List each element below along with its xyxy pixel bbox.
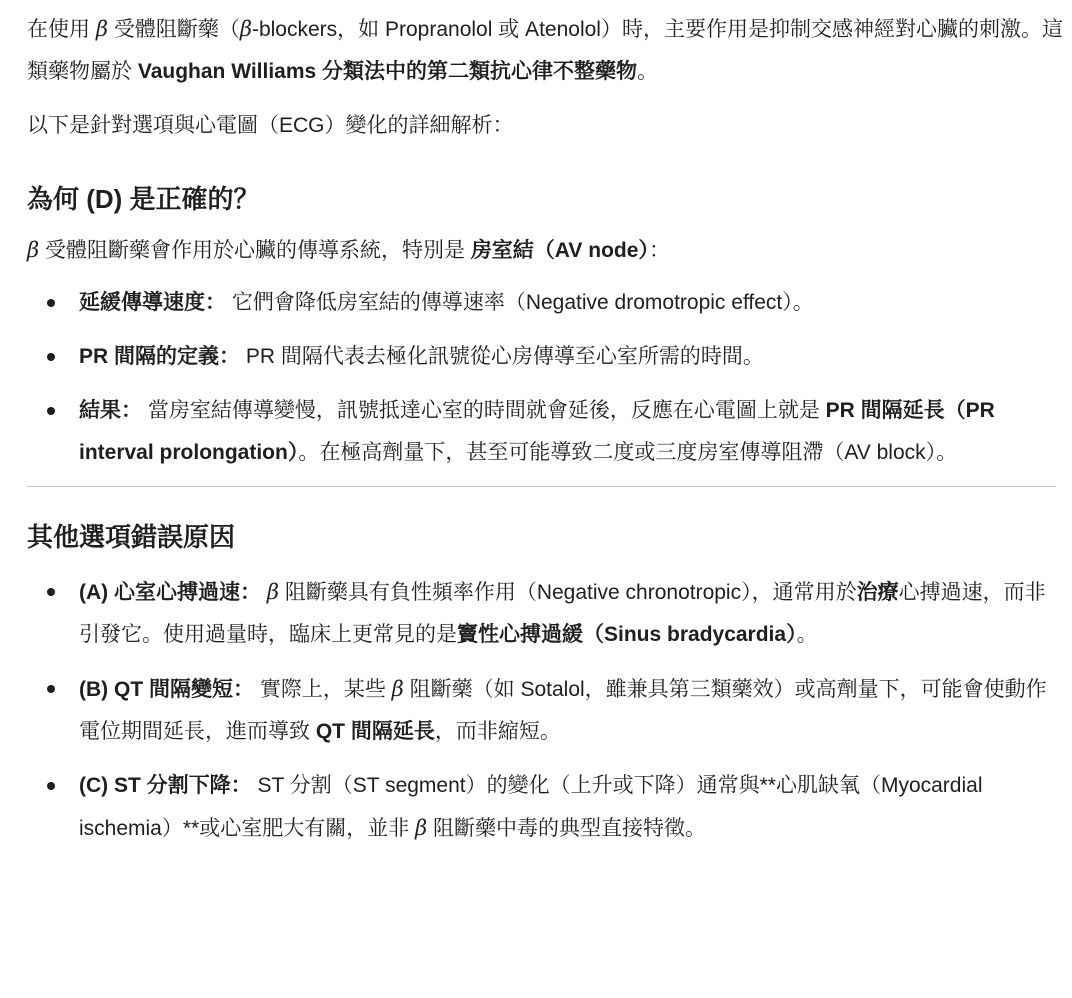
item-text: 當房室結傳導變慢，訊號抵達心室的時間就會延後，反應在心電圖上就是 — [142, 399, 826, 422]
item-text: 心搏過速，而非引發它。使用過量時，臨床上更常見的是 — [79, 581, 1046, 646]
beta-symbol: β — [266, 580, 279, 604]
list-item-option-c — [79, 765, 1064, 850]
item-label: (B) QT 間隔變短： — [79, 678, 254, 701]
item-label: (C) ST 分割下降： — [79, 774, 252, 797]
beta-symbol: β — [95, 17, 108, 41]
item-text: 它們會降低房室結的傳導速率（Negative dromotropic effect）。 — [226, 291, 814, 314]
beta-symbol: β — [415, 816, 428, 840]
item-text: 阻斷藥具有負性頻率作用（Negative chronotropic），通常用於 — [278, 581, 857, 604]
item-label: PR 間隔的定義： — [79, 345, 241, 368]
list-item-result — [79, 390, 1064, 474]
other-options-list — [27, 571, 1064, 850]
item-text: ，而非縮短。 — [434, 720, 561, 743]
heading-why-d-correct: 為何 (D) 是正確的？ — [27, 184, 260, 214]
text: -blockers，如 Propranolol 或 Atenolol）時，主要作用是抑制交感神經對心臟的刺激。這類藥物屬於 — [27, 18, 1063, 83]
qt-prolongation-bold: QT 間隔延長 — [315, 720, 435, 743]
pr-prolongation-bold: PR 間隔延長（PR interval prolongation） — [79, 399, 995, 464]
item-text: 。在極高劑量下，甚至可能導致二度或三度房室傳導阻滯（AV block）。 — [298, 441, 958, 464]
analysis-intro: 以下是針對選項與心電圖（ECG）變化的詳細解析： — [27, 114, 514, 137]
item-label: (A) 心室心搏過速： — [79, 581, 261, 604]
item-text: 阻斷藥中毒的典型直接特徵。 — [427, 817, 707, 840]
text: ： — [648, 239, 670, 262]
text: 受體阻斷藥（ — [107, 18, 240, 41]
text: 。 — [637, 60, 659, 83]
item-text: 。 — [796, 623, 818, 646]
item-text: 實際上，某些 — [253, 678, 392, 701]
item-text: PR 間隔代表去極化訊號從心房傳導至心室所需的時間。 — [240, 345, 764, 368]
beta-symbol: β — [239, 17, 252, 41]
beta-symbol: β — [391, 677, 404, 701]
list-item-option-b — [79, 668, 1064, 753]
classification-bold: Vaughan Williams 分類法中的第二類抗心律不整藥物 — [137, 60, 638, 83]
text: 在使用 — [27, 18, 96, 41]
sinus-bradycardia-bold: 竇性心搏過緩（Sinus bradycardia） — [457, 623, 797, 646]
beta-symbol: β — [27, 238, 40, 262]
av-node-bold: 房室結（AV node） — [470, 239, 649, 262]
list-item-option-a — [79, 571, 1064, 656]
treat-bold: 治療 — [856, 581, 899, 604]
item-label: 結果： — [79, 399, 142, 422]
intro-paragraph — [27, 8, 1064, 93]
why-lead-paragraph — [27, 229, 1064, 272]
list-item-pr-definition — [79, 336, 1064, 378]
text: 受體阻斷藥會作用於心臟的傳導系統，特別是 — [39, 239, 471, 262]
heading-other-options: 其他選項錯誤原因 — [27, 522, 236, 552]
why-list — [27, 282, 1064, 474]
item-label: 延緩傳導速度： — [79, 291, 226, 314]
section-divider — [27, 486, 1056, 487]
item-text: 阻斷藥（如 Sotalol，雖兼具第三類藥效）或高劑量下，可能會使動作電位期間延長，進而導致 — [79, 678, 1047, 743]
item-text: ST 分割（ST segment）的變化（上升或下降）通常與**心肌缺氧（Myocardial ischemia）**或心室肥大有關，並非 — [79, 774, 983, 840]
list-item-slow-conduction — [79, 282, 1064, 324]
